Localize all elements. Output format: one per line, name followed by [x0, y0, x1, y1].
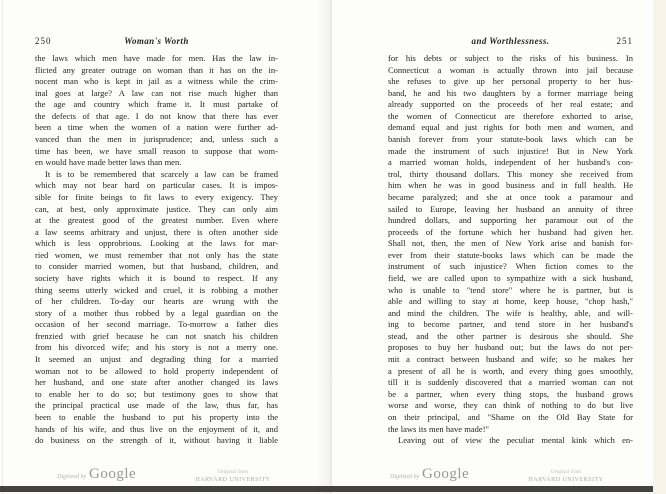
text-line: hundred dollars, and supporting her paramour out of the: [388, 215, 633, 226]
paragraph: [35, 169, 278, 447]
book-edge-strip: [653, 0, 666, 494]
page-footer-right: [333, 466, 666, 488]
text-line: It seemed an unjust and degrading thing for a married: [35, 354, 278, 365]
text-line: frenzied with grief because he can not snatch his children: [35, 330, 278, 341]
origin-stamp: [190, 469, 276, 484]
text-line: been to enable the husband to put his property into the: [35, 411, 278, 422]
text-line: hands of his wife, and thus live on the enjoyment of it, and: [35, 423, 278, 434]
text-line: field, we are called upon to sympathize with a sick husband,: [388, 272, 633, 283]
text-line: which may not bear hard on particular cases. It is impos-: [35, 180, 278, 191]
text-line: story of a mother thus robbed by a legal guardian on the: [35, 307, 278, 318]
text-line: band, he and his two daughters by a former marriage being: [388, 87, 633, 98]
text-line: thing seems utterly wicked and cruel, it is robbing a mother: [35, 284, 278, 295]
page-footer-left: [0, 466, 333, 488]
text-line: time has been, we have small reason to suppose that wom-: [35, 145, 278, 156]
running-header-left: Woman's Worth: [124, 36, 189, 46]
page-right: [333, 0, 666, 494]
text-line: flicted any greater outrage on woman than it has on the in-: [35, 64, 278, 75]
paragraph: [35, 53, 278, 169]
text-line: the defects of that age. I do not know that there has ever: [35, 110, 278, 121]
paragraph: [388, 435, 633, 447]
text-line: It is to be remembered that scarcely a law can be framed: [45, 168, 278, 179]
text-line: proceeds of the fortune which her husband had given her.: [388, 226, 633, 237]
institution-label: HARVARD UNIVERSITY: [528, 477, 604, 483]
page-text-right: [388, 53, 633, 447]
google-logo: Google: [89, 466, 137, 482]
text-line: sible for finite beings to fit laws to every exigency. They: [35, 191, 278, 202]
text-line: for his debts or subject to the risks of his business. In: [388, 53, 633, 63]
text-line: ried women, we must remember that not only has the state: [35, 249, 278, 260]
original-from-label: Original from: [550, 469, 582, 475]
text-line: the laws its men have made!": [388, 423, 490, 434]
text-line: proposes to buy her husband out; but the laws do not per-: [388, 342, 633, 353]
text-line: ever from their statute-books laws which can be made the: [388, 249, 633, 260]
scan-edge-line: [2, 0, 3, 494]
google-logo: Google: [422, 466, 470, 482]
text-line: made the instrument of such injustice! But in New York: [388, 145, 633, 156]
scanner-bottom-bar: [0, 486, 653, 492]
text-line: banish forever from your statute-book laws which can be: [388, 134, 633, 145]
text-line: the principal practical use made of the law, thus far, has: [35, 400, 278, 411]
paragraph: [388, 53, 633, 435]
text-line: the laws which men have made for men. Has the law in-: [35, 53, 278, 63]
text-line: stead, and the other partner is desirous she should. She: [388, 330, 633, 341]
text-line: who is unable to "tend store" where he is partner, but is: [388, 284, 633, 295]
page-header-right: [388, 36, 633, 49]
text-line: to consider married women, but that husband, children, and: [35, 261, 278, 272]
text-line: society have rights which it is bound to respect. If any: [35, 272, 278, 283]
text-line: trol, thirty thousand dollars. This money she received from: [388, 168, 633, 179]
text-line: on their principal, and "Shame on the Old Bay State for: [388, 411, 633, 422]
text-line: worse and worse, they can think of nothing to do but live: [388, 400, 633, 411]
text-line: her husband, and one state after another changed its laws: [35, 377, 278, 388]
text-line: which is less opprobrious. Looking at the laws for mar-: [35, 238, 278, 249]
text-line: at the greatest good of the greatest number. Even where: [35, 215, 278, 226]
text-line: ing to become partner, and tend store in her husband's: [388, 319, 633, 330]
text-line: to enable her to do so; but testimony goes to show that: [35, 388, 278, 399]
text-line: a present of all he is worth, and every thing goes smoothly,: [388, 365, 633, 376]
origin-stamp: [523, 469, 609, 484]
text-line: woman not to be allowed to hold property independent of: [35, 365, 278, 376]
text-line: already supported on the proceeds of her real estate; and: [388, 99, 633, 110]
text-line: instrument of such injustice? When fiction comes to the: [388, 261, 633, 272]
text-line: nocent man who is kept in jail as a witness while the crim-: [35, 76, 278, 87]
original-from-label: Original from: [217, 469, 249, 475]
text-line: demand equal and just rights for both men and women, and: [388, 122, 633, 133]
text-line: him when he was in good business and in full health. He: [388, 180, 633, 191]
page-gutter-shadow: [316, 0, 332, 494]
page-number-left: 250: [35, 36, 52, 46]
page-header-left: [35, 36, 278, 49]
text-line: can, at best, only approximate justice. They can only aim: [35, 203, 278, 214]
institution-label: HARVARD UNIVERSITY: [195, 477, 271, 483]
text-line: till it is suddenly discovered that a married woman can not: [388, 377, 633, 388]
text-line: en would have made better laws than men.: [35, 157, 182, 168]
text-line: Shall not, then, the men of New York arise and banish for-: [388, 238, 633, 249]
text-line: mit a contract between husband and wife; so he makes her: [388, 354, 633, 365]
text-line: the women of Connecticut are therefore exhorted to arise,: [388, 110, 633, 121]
text-line: occasion of her second marriage. To-morrow a father dies: [35, 319, 278, 330]
text-line: do business on the strength of it, without having it liable: [35, 435, 278, 446]
text-line: sailed to Europe, leaving her husband an annuity of three: [388, 203, 633, 214]
text-line: been a time when the women of a nation were further ad-: [35, 122, 278, 133]
running-header-right: and Worthlessness.: [471, 36, 550, 46]
text-line: the age and country which frame it. It must partake of: [35, 99, 278, 110]
page-text-left: [35, 53, 278, 447]
text-line: of her children. To-day our hearts are wrung with the: [35, 296, 278, 307]
text-line: able and willing to stay at home, keep house, "chop hash,": [388, 296, 633, 307]
text-line: became paralyzed; and she at once took a paramour and: [388, 191, 633, 202]
digitized-by-label: Digitized by: [390, 474, 420, 480]
text-line: be a partner, when every thing stops, the husband grows: [388, 388, 633, 399]
text-line: a law seems arbitrary and unjust, there is often another side: [35, 226, 278, 237]
text-line: Connecticut a woman is actually thrown into jail because: [388, 64, 633, 75]
text-line: she refuses to give up her personal property to her hus-: [388, 76, 633, 87]
text-line: Leaving out of view the peculiar mental kink which en-: [398, 435, 633, 446]
text-line: a married woman holds, independent of her husband's con-: [388, 157, 633, 168]
text-line: vanced than the men in jurisprudence; and, unless such a: [35, 134, 278, 145]
page-number-right: 251: [616, 36, 633, 46]
text-line: and mind the children. The wife is healthy, able, and will-: [388, 307, 633, 318]
text-line: inal goes at large? A law can not rise much higher than: [35, 87, 278, 98]
digitized-by-label: Digitized by: [57, 474, 87, 480]
text-line: from his divorced wife; and his story is not a merry one.: [35, 342, 278, 353]
